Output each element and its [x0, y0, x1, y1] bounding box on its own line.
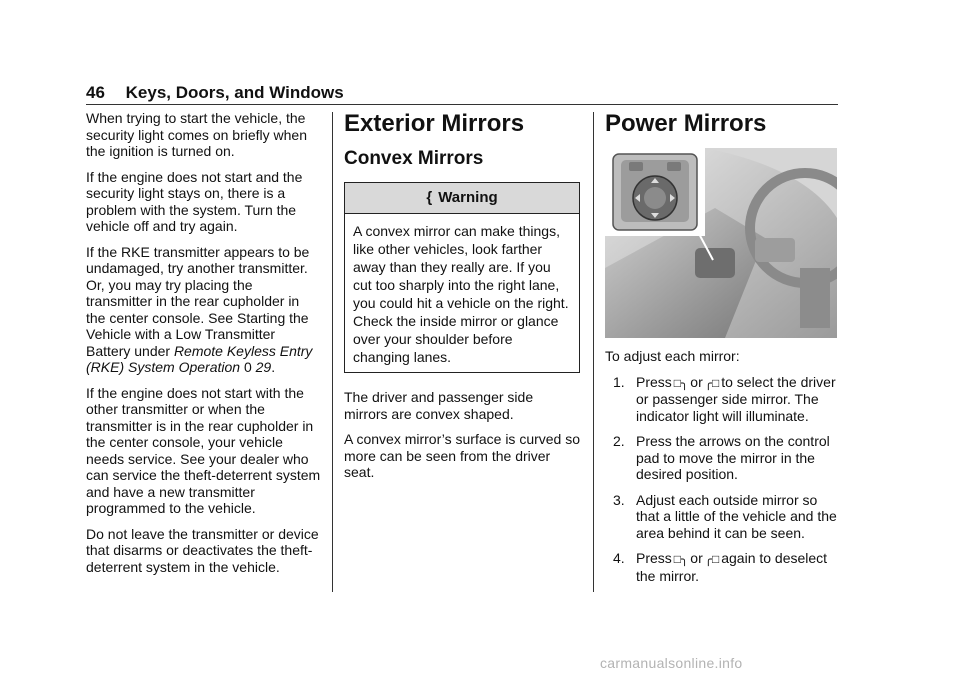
- step-number: 3.: [613, 491, 625, 508]
- column-divider: [593, 112, 594, 592]
- page-header: [86, 82, 838, 105]
- steps-list: [605, 374, 840, 585]
- watermark: carmanualsonline.info: [600, 655, 743, 671]
- list-item: [605, 433, 840, 483]
- column-left: [86, 110, 322, 584]
- step-text: Press: [636, 550, 672, 566]
- page-number: 46: [86, 83, 105, 102]
- step-text: Press: [636, 373, 672, 390]
- column-divider: [332, 112, 333, 592]
- list-item: [605, 374, 840, 425]
- section-heading: Power Mirrors: [605, 110, 767, 137]
- mirror-control-illustration: [605, 148, 837, 338]
- step-number: 1.: [613, 373, 625, 390]
- paragraph: When trying to start the vehicle, the security light comes on briefly when the ignition is turned on.: [86, 110, 307, 159]
- section-heading: Exterior Mirrors: [344, 110, 525, 137]
- paragraph: Do not leave the transmitter or device that disarms or deactivates the theft-deterrent system in the vehicle.: [86, 525, 319, 575]
- section-title: Keys, Doors, and Windows: [125, 83, 344, 102]
- paragraph: [86, 244, 322, 376]
- left-mirror-icon: □╮: [673, 375, 689, 390]
- list-item: [605, 492, 840, 542]
- paragraph: If the engine does not start and the security light stays on, there is a problem with the system. Turn the vehicle off and try again.: [86, 168, 303, 234]
- step-text: or: [690, 373, 703, 390]
- step-number: 4.: [613, 550, 625, 566]
- step-text: Adjust each outside mirror so that a little of the vehicle and the area behind it can be seen.: [636, 491, 837, 541]
- paragraph: A convex mirror’s surface is curved so more can be seen from the driver seat.: [344, 431, 581, 480]
- step-text: Press the arrows on the control pad to move the mirror in the desired position.: [636, 433, 830, 482]
- step-text: again to deselect the mirror.: [636, 550, 828, 584]
- warning-box: [344, 182, 580, 373]
- list-item: [605, 550, 840, 584]
- step-number: 2.: [613, 433, 625, 449]
- step-text: to select the driver or passenger side mirror. The indicator light will illuminate.: [636, 373, 836, 424]
- page-ref-number[interactable]: 29: [255, 359, 272, 375]
- subsection-heading: Convex Mirrors: [344, 148, 484, 169]
- paragraph: The driver and passenger side mirrors are convex shaped.: [344, 389, 534, 422]
- paragraph: If the engine does not start with the other transmitter or when the transmitter is in the rear cupholder in the center console, your vehicle needs service. See your dealer who can service the theft-deterrent system and have a new transmitter programmed to the vehicle.: [86, 384, 321, 516]
- cross-reference[interactable]: Remote Keyless Entry (RKE) System Operation: [86, 342, 313, 375]
- paragraph: To adjust each mirror:: [605, 348, 740, 364]
- column-right: [605, 110, 840, 593]
- warning-icon: {: [426, 189, 433, 206]
- paragraph-end: .: [271, 359, 276, 375]
- paragraph-text: If the RKE transmitter appears to be undamaged, try another transmitter. Or, you may try placing the transmitter in the rear cupholder in the center console. See Starting the Vehicle with a Low Transmitter Battery under: [86, 243, 310, 359]
- right-mirror-icon: ╭□: [704, 552, 720, 566]
- warning-header: [345, 183, 579, 214]
- right-mirror-icon: ╭□: [704, 375, 720, 390]
- step-text: or: [690, 550, 703, 566]
- warning-text: A convex mirror can make things, like other vehicles, look farther away than they really are. If you cut too sharply into the right lane, you could hit a vehicle on the right. Check the inside mirror or glance over your shoulder before changing lanes.: [353, 223, 569, 365]
- column-middle: [344, 110, 580, 490]
- left-mirror-icon: □╮: [673, 552, 689, 566]
- page-ref-icon: 0: [243, 359, 252, 375]
- warning-label: Warning: [438, 189, 498, 206]
